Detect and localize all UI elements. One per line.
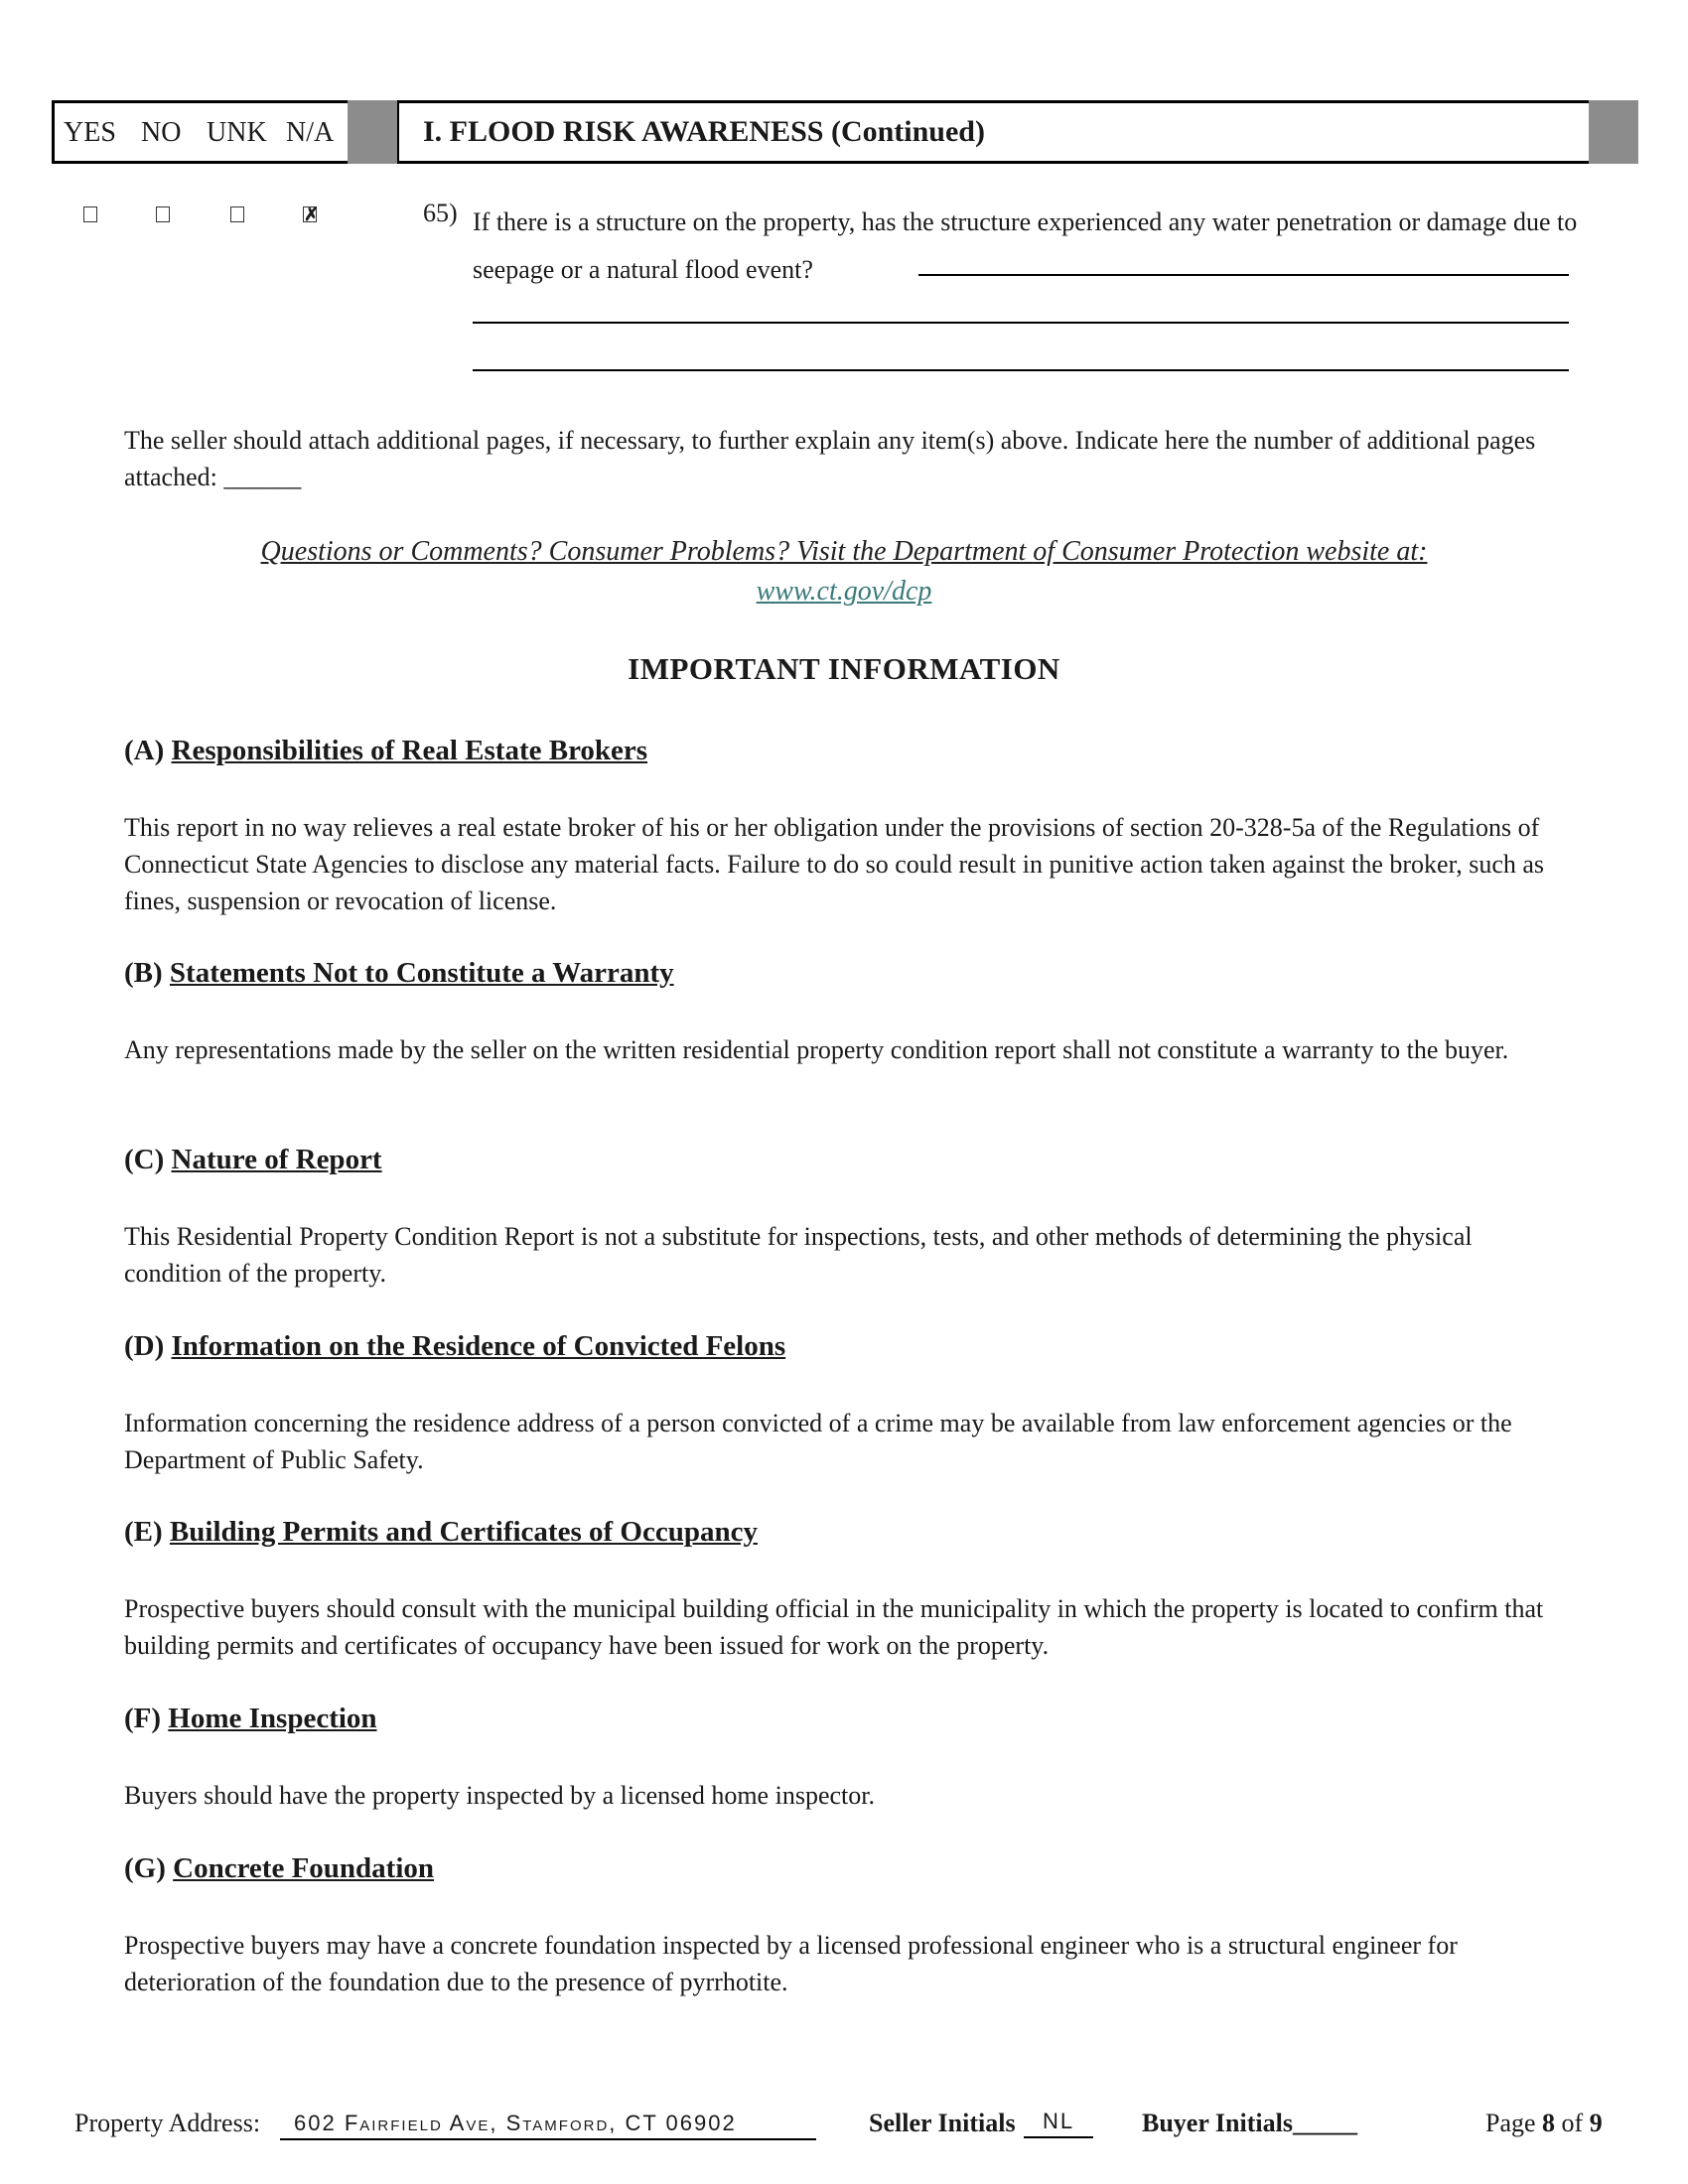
- consumer-note: Questions or Comments? Consumer Problems? Visit the Department of Consumer Protection website at:: [260, 536, 1428, 567]
- section-letter: (E): [124, 1516, 163, 1548]
- answer-line-1[interactable]: [918, 274, 1569, 276]
- header-divider: [397, 100, 399, 164]
- section-title-text: Concrete Foundation: [173, 1852, 435, 1884]
- section-title: I. FLOOD RISK AWARENESS (Continued): [423, 115, 985, 148]
- section-b-body: Any representations made by the seller on the written residential property condition report shall not constitute a warranty to the buyer.: [124, 1035, 1509, 1064]
- checkbox-unk[interactable]: [230, 206, 244, 222]
- section-title-text: Information on the Residence of Convicted Felons: [171, 1330, 786, 1362]
- section-f-body: Buyers should have the property inspected by a licensed home inspector.: [124, 1781, 875, 1810]
- page-of: of: [1561, 2109, 1584, 2137]
- buyer-label-text: Buyer Initials: [1142, 2109, 1293, 2137]
- footer-buyer-label: [1142, 2109, 1357, 2138]
- section-title-text: Responsibilities of Real Estate Brokers: [171, 735, 648, 766]
- footer-address-label: Property Address:: [74, 2109, 261, 2137]
- section-letter: (D): [124, 1330, 165, 1362]
- footer-seller-value[interactable]: NL: [1024, 2109, 1093, 2138]
- answer-line-2[interactable]: [473, 322, 1569, 324]
- section-letter: (C): [124, 1144, 165, 1175]
- section-title-text: Home Inspection: [168, 1703, 377, 1734]
- checkbox-na[interactable]: [303, 205, 320, 224]
- header-col-no: NO: [141, 117, 182, 148]
- answer-line-3[interactable]: [473, 369, 1569, 371]
- header-gray-block-right: [1589, 100, 1638, 164]
- section-title-text: Building Permits and Certificates of Occupancy: [169, 1516, 758, 1548]
- check-mark-icon: ✗: [304, 205, 320, 224]
- section-letter: (B): [124, 957, 163, 989]
- section-c-heading: [124, 1144, 382, 1176]
- checkbox-no[interactable]: [156, 206, 170, 222]
- consumer-link[interactable]: www.ct.gov/dcp: [756, 576, 932, 607]
- section-title-text: Nature of Report: [171, 1144, 382, 1175]
- section-letter: (G): [124, 1852, 166, 1884]
- section-a-heading: [124, 735, 647, 767]
- footer-seller-label: Seller Initials: [869, 2109, 1016, 2137]
- section-c-body: This Residential Property Condition Report is not a substitute for inspections, tests, and other methods of determining the physical condition of the property.: [124, 1222, 1473, 1288]
- section-g-heading: [124, 1852, 434, 1885]
- footer-address-value[interactable]: 602 Fairfield Ave, Stamford, CT 06902: [280, 2111, 816, 2140]
- buyer-value[interactable]: _____: [1292, 2109, 1357, 2137]
- question-number: 65): [423, 199, 458, 227]
- section-a-body: This report in no way relieves a real estate broker of his or her obligation under the provisions of section 20-328-5a of the Regulations of Connecticut State Agencies to disclose any material facts. Failure to do so could result in punitive action taken against the broker, such as fines, suspension or revocation of license.: [124, 813, 1545, 915]
- page-prefix: Page: [1485, 2109, 1536, 2137]
- important-heading: IMPORTANT INFORMATION: [628, 651, 1060, 686]
- question-text-content: If there is a structure on the property, has the structure experienced any water penetration or damage due to seepage or a natural flood event?: [473, 207, 1578, 284]
- page-total: 9: [1589, 2109, 1603, 2137]
- section-d-heading: [124, 1330, 785, 1363]
- section-letter: (A): [124, 735, 165, 766]
- additional-pages-note: The seller should attach additional pages, if necessary, to further explain any item(s) above. Indicate here the number of additional pages attached: ______: [124, 426, 1536, 491]
- section-b-heading: [124, 957, 674, 990]
- section-letter: (F): [124, 1703, 162, 1734]
- section-f-heading: [124, 1703, 377, 1735]
- section-e-body: Prospective buyers should consult with the municipal building official in the municipality in which the property is located to confirm that building permits and certificates of occupancy have been issued for work on the property.: [124, 1594, 1544, 1660]
- section-e-heading: [124, 1516, 758, 1549]
- page-current: 8: [1542, 2109, 1556, 2137]
- section-title-text: Statements Not to Constitute a Warranty: [169, 957, 674, 989]
- question-text: [473, 199, 1585, 294]
- header-col-na: N/A: [286, 117, 335, 148]
- checkbox-yes[interactable]: [83, 206, 97, 222]
- section-g-body: Prospective buyers may have a concrete foundation inspected by a licensed professional engineer who is a structural engineer for deterioration of the foundation due to the presence of pyrrhotite.: [124, 1931, 1458, 1996]
- section-d-body: Information concerning the residence address of a person convicted of a crime may be available from law enforcement agencies or the Department of Public Safety.: [124, 1409, 1512, 1474]
- header-col-unk: UNK: [207, 117, 267, 148]
- footer-page-number: [1485, 2109, 1603, 2138]
- header-col-yes: YES: [64, 117, 116, 148]
- header-gray-block-left: [348, 100, 399, 164]
